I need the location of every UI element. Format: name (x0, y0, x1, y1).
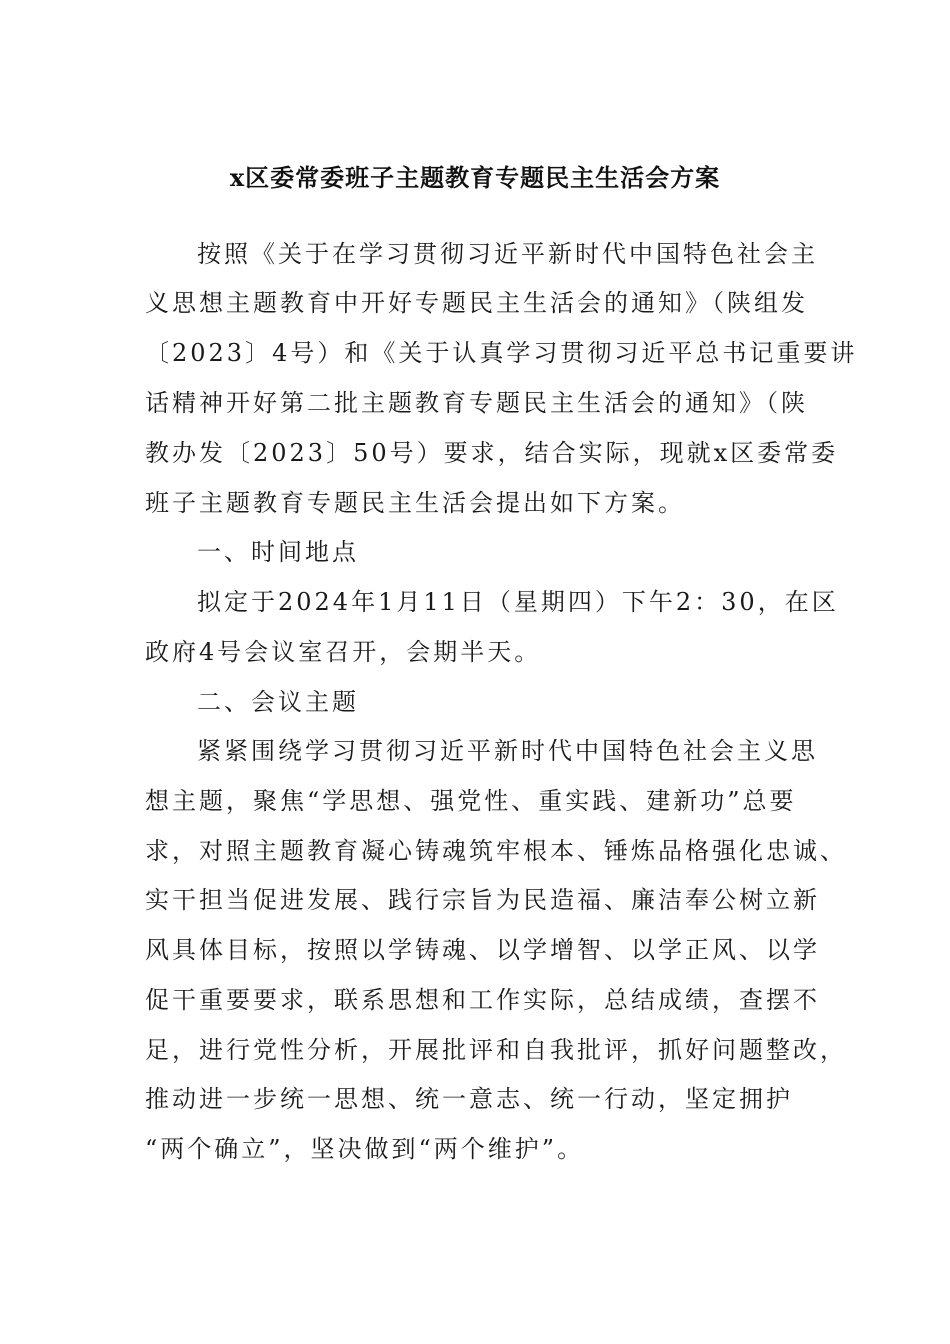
paragraph-line: 班子主题教育专题民主生活会提出如下方案。 (145, 489, 685, 517)
document-title: x区委常委班子主题教育专题民主生活会方案 (229, 163, 721, 192)
paragraph-line: 风具体目标，按照以学铸魂、以学增智、以学正风、以学 (145, 936, 820, 964)
paragraph-line: 促干重要要求，联系思想和工作实际，总结成绩，查摆不 (145, 986, 820, 1014)
paragraph-line: 推动进一步统一思想、统一意志、统一行动，坚定拥护 (145, 1085, 793, 1113)
paragraph-line: 教办发〔2023〕50号）要求，结合实际，现就x区委常委 (145, 439, 839, 467)
paragraph-line: 〔2023〕4号）和《关于认真学习贯彻习近平总书记重要讲 (145, 339, 858, 367)
paragraph-line: 紧紧围绕学习贯彻习近平新时代中国特色社会主义思 (197, 737, 818, 765)
paragraph-line: 政府4号会议室召开，会期半天。 (145, 638, 542, 666)
paragraph-line: “两个确立”，坚决做到“两个维护”。 (145, 1135, 585, 1163)
paragraph-line: 按照《关于在学习贯彻习近平新时代中国特色社会主 (197, 240, 818, 268)
paragraph-line: 话精神开好第二批主题教育专题民主生活会的通知》（陕 (145, 389, 808, 417)
paragraph-line: 实干担当促进发展、践行宗旨为民造福、廉洁奉公树立新 (145, 886, 820, 914)
paragraph-line: 足，进行党性分析，开展批评和自我批评，抓好问题整改， (145, 1036, 847, 1064)
paragraph-line: 义思想主题教育中开好专题民主生活会的通知》（陕组发 (145, 289, 808, 317)
paragraph-line: 拟定于2024年1月11日（星期四）下午2：30，在区 (197, 588, 839, 616)
paragraph-line: 求，对照主题教育凝心铸魂筑牢根本、锤炼品格强化忠诚、 (145, 837, 847, 865)
paragraph-line: 想主题，聚焦“学思想、强党性、重实践、建新功”总要 (145, 787, 797, 815)
section-heading: 二、会议主题 (197, 688, 359, 716)
section-heading: 一、时间地点 (197, 538, 359, 566)
